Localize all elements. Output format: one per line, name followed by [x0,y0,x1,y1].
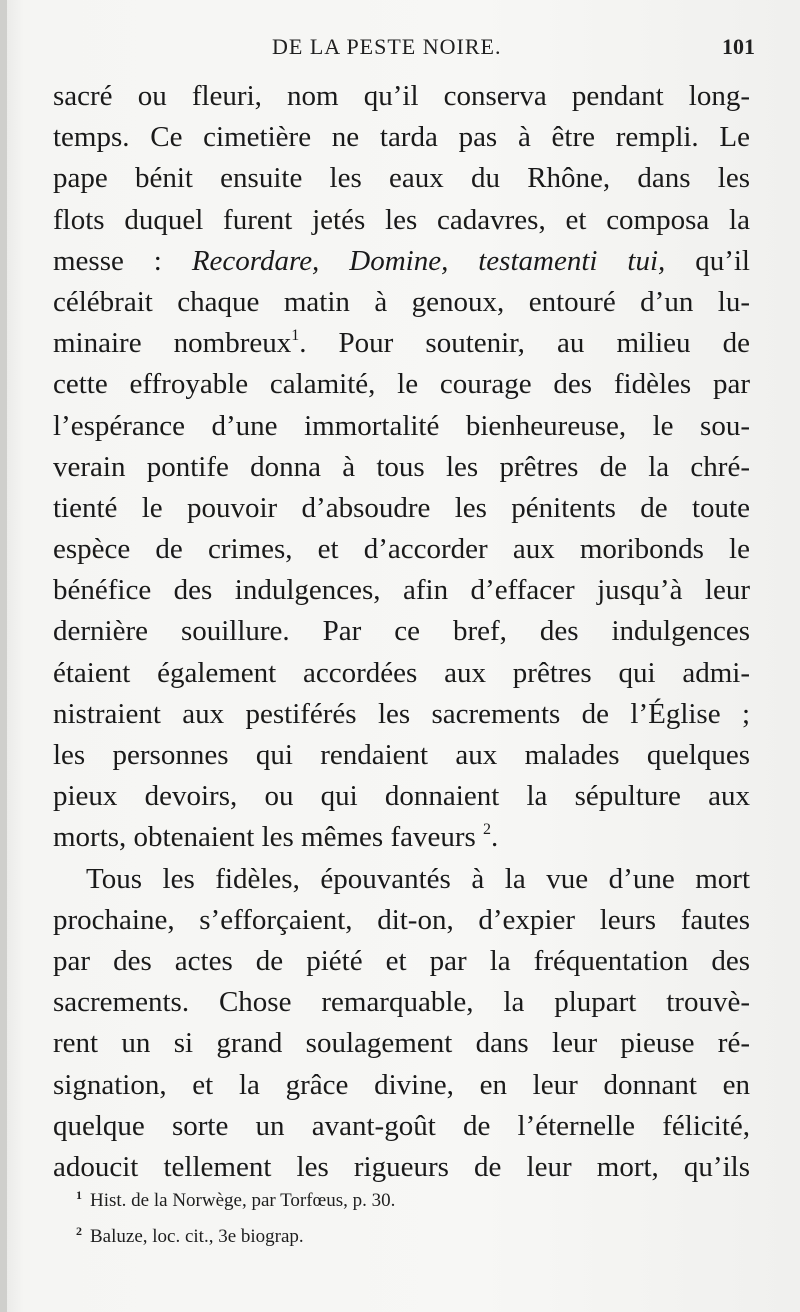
running-head [0,34,800,74]
footnote-1 [76,1180,726,1216]
page-number: 101 [722,34,755,59]
text-line: nistraient aux pestiférés les sacrements de l’Église ; [53,697,750,730]
text-line [53,817,750,858]
text-line: flots duquel furent jetés les cadavres, et composa la [53,203,750,236]
footnotes [76,1180,726,1252]
text-line: par des actes de piété et par la fréquentation des [53,944,750,977]
text-line: espèce de crimes, et d’accorder aux moribonds le [53,533,750,566]
text-line: prochaine, s’efforçaient, dit-on, d’expier leurs fautes [53,903,750,936]
text-line [53,323,750,364]
text-line: cette effroyable calamité, le courage des fidèles par [53,368,750,401]
text-line: sacrements. Chose remarquable, la plupart trouvè- [53,986,750,1019]
footnote-2 [76,1216,726,1252]
text-fragment: . Pour soutenir, au milieu de [299,327,750,360]
text-line: tienté le pouvoir d’absoudre les pénitents de toute [53,491,750,524]
text-fragment: morts, obtenaient les mêmes faveurs [53,821,484,854]
footnote-ref: 2 [483,821,492,839]
footnote-marker: 2 [76,1224,82,1238]
text-line: étaient également accordées aux prêtres qui admi- [53,656,750,689]
text-line: quelque sorte un avant-goût de l’éternelle félicité, [53,1109,750,1142]
footnote-marker: 1 [76,1188,82,1202]
running-title: DE LA PESTE NOIRE. [272,34,502,59]
text-line: adoucit tellement les rigueurs de leur mort, qu’ils [53,1150,750,1183]
text-line: signation, et la grâce divine, en leur donnant en [53,1068,750,1101]
text-line: bénéfice des indulgences, afin d’effacer jusqu’à leur [53,574,750,607]
text-line: l’espérance d’une immortalité bienheureuse, le sou- [53,409,750,442]
text-line: dernière souillure. Par ce bref, des indulgences [53,615,750,648]
body-text [53,76,750,1188]
paragraph-first-line: Tous les fidèles, épouvantés à la vue d’une mort [86,862,750,895]
text-line: célébrait chaque matin à genoux, entouré d’un lu- [53,285,750,318]
text-fragment: minaire nombreux [53,327,292,360]
footnote-text: Baluze, loc. cit., 3e biograp. [90,1226,304,1247]
page-edge-shadow [0,0,7,1312]
latin-mass-title: Recordare, Domine, testamenti tui, [191,244,666,277]
footnote-ref: 1 [291,327,300,345]
text-fragment: . [491,821,499,854]
text-line: verain pontife donna à tous les prêtres de la chré- [53,450,750,483]
text-fragment: messe : [53,244,192,277]
text-line: les personnes qui rendaient aux malades quelques [53,739,750,771]
text-line [53,241,750,282]
text-fragment: qu’il [665,244,750,277]
text-line: pieux devoirs, ou qui donnaient la sépulture aux [53,780,750,813]
text-line: rent un si grand soulagement dans leur pieuse ré- [53,1027,750,1060]
text-line: temps. Ce cimetière ne tarda pas à être rempli. Le [53,121,750,154]
text-line: sacré ou fleuri, nom qu’il conserva pendant long- [53,80,750,112]
text-line: pape bénit ensuite les eaux du Rhône, dans les [53,162,750,195]
footnote-text: Hist. de la Norwège, par Torfœus, p. 30. [90,1190,396,1211]
